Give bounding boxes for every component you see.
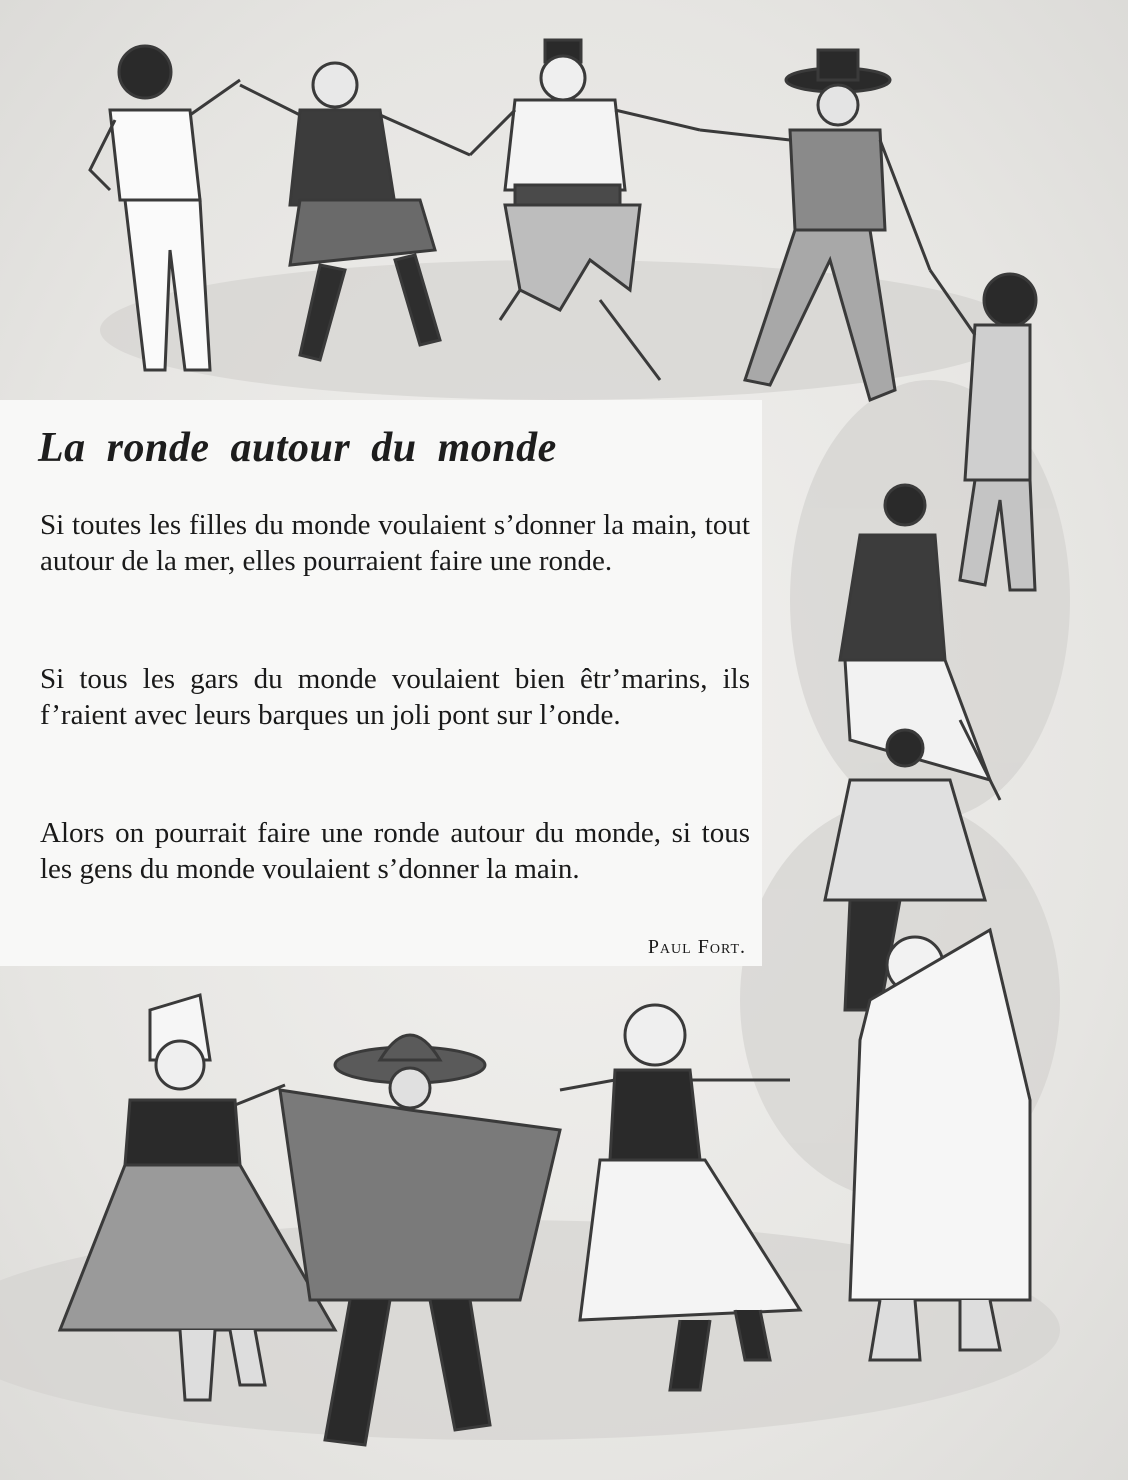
dancer-right-3: [850, 930, 1030, 1360]
poem-stanza-1: Si toutes les filles du monde voulaient s’donner la main, tout autour de la mer, elles pourraient faire une ronde.: [40, 509, 750, 577]
poem-author: Paul Fort.: [647, 936, 746, 958]
poem-stanza-2: Si tous les gars du monde voulaient bien êtr’marins, ils f’raient avec leurs barques un joli pont sur l’onde.: [40, 663, 750, 731]
poem-stanza-3: Alors on pourrait faire une ronde autour du monde, si tous les gens du monde voulaient s’donner la main.: [40, 817, 750, 885]
poem-title: La ronde autour du monde: [38, 425, 557, 471]
